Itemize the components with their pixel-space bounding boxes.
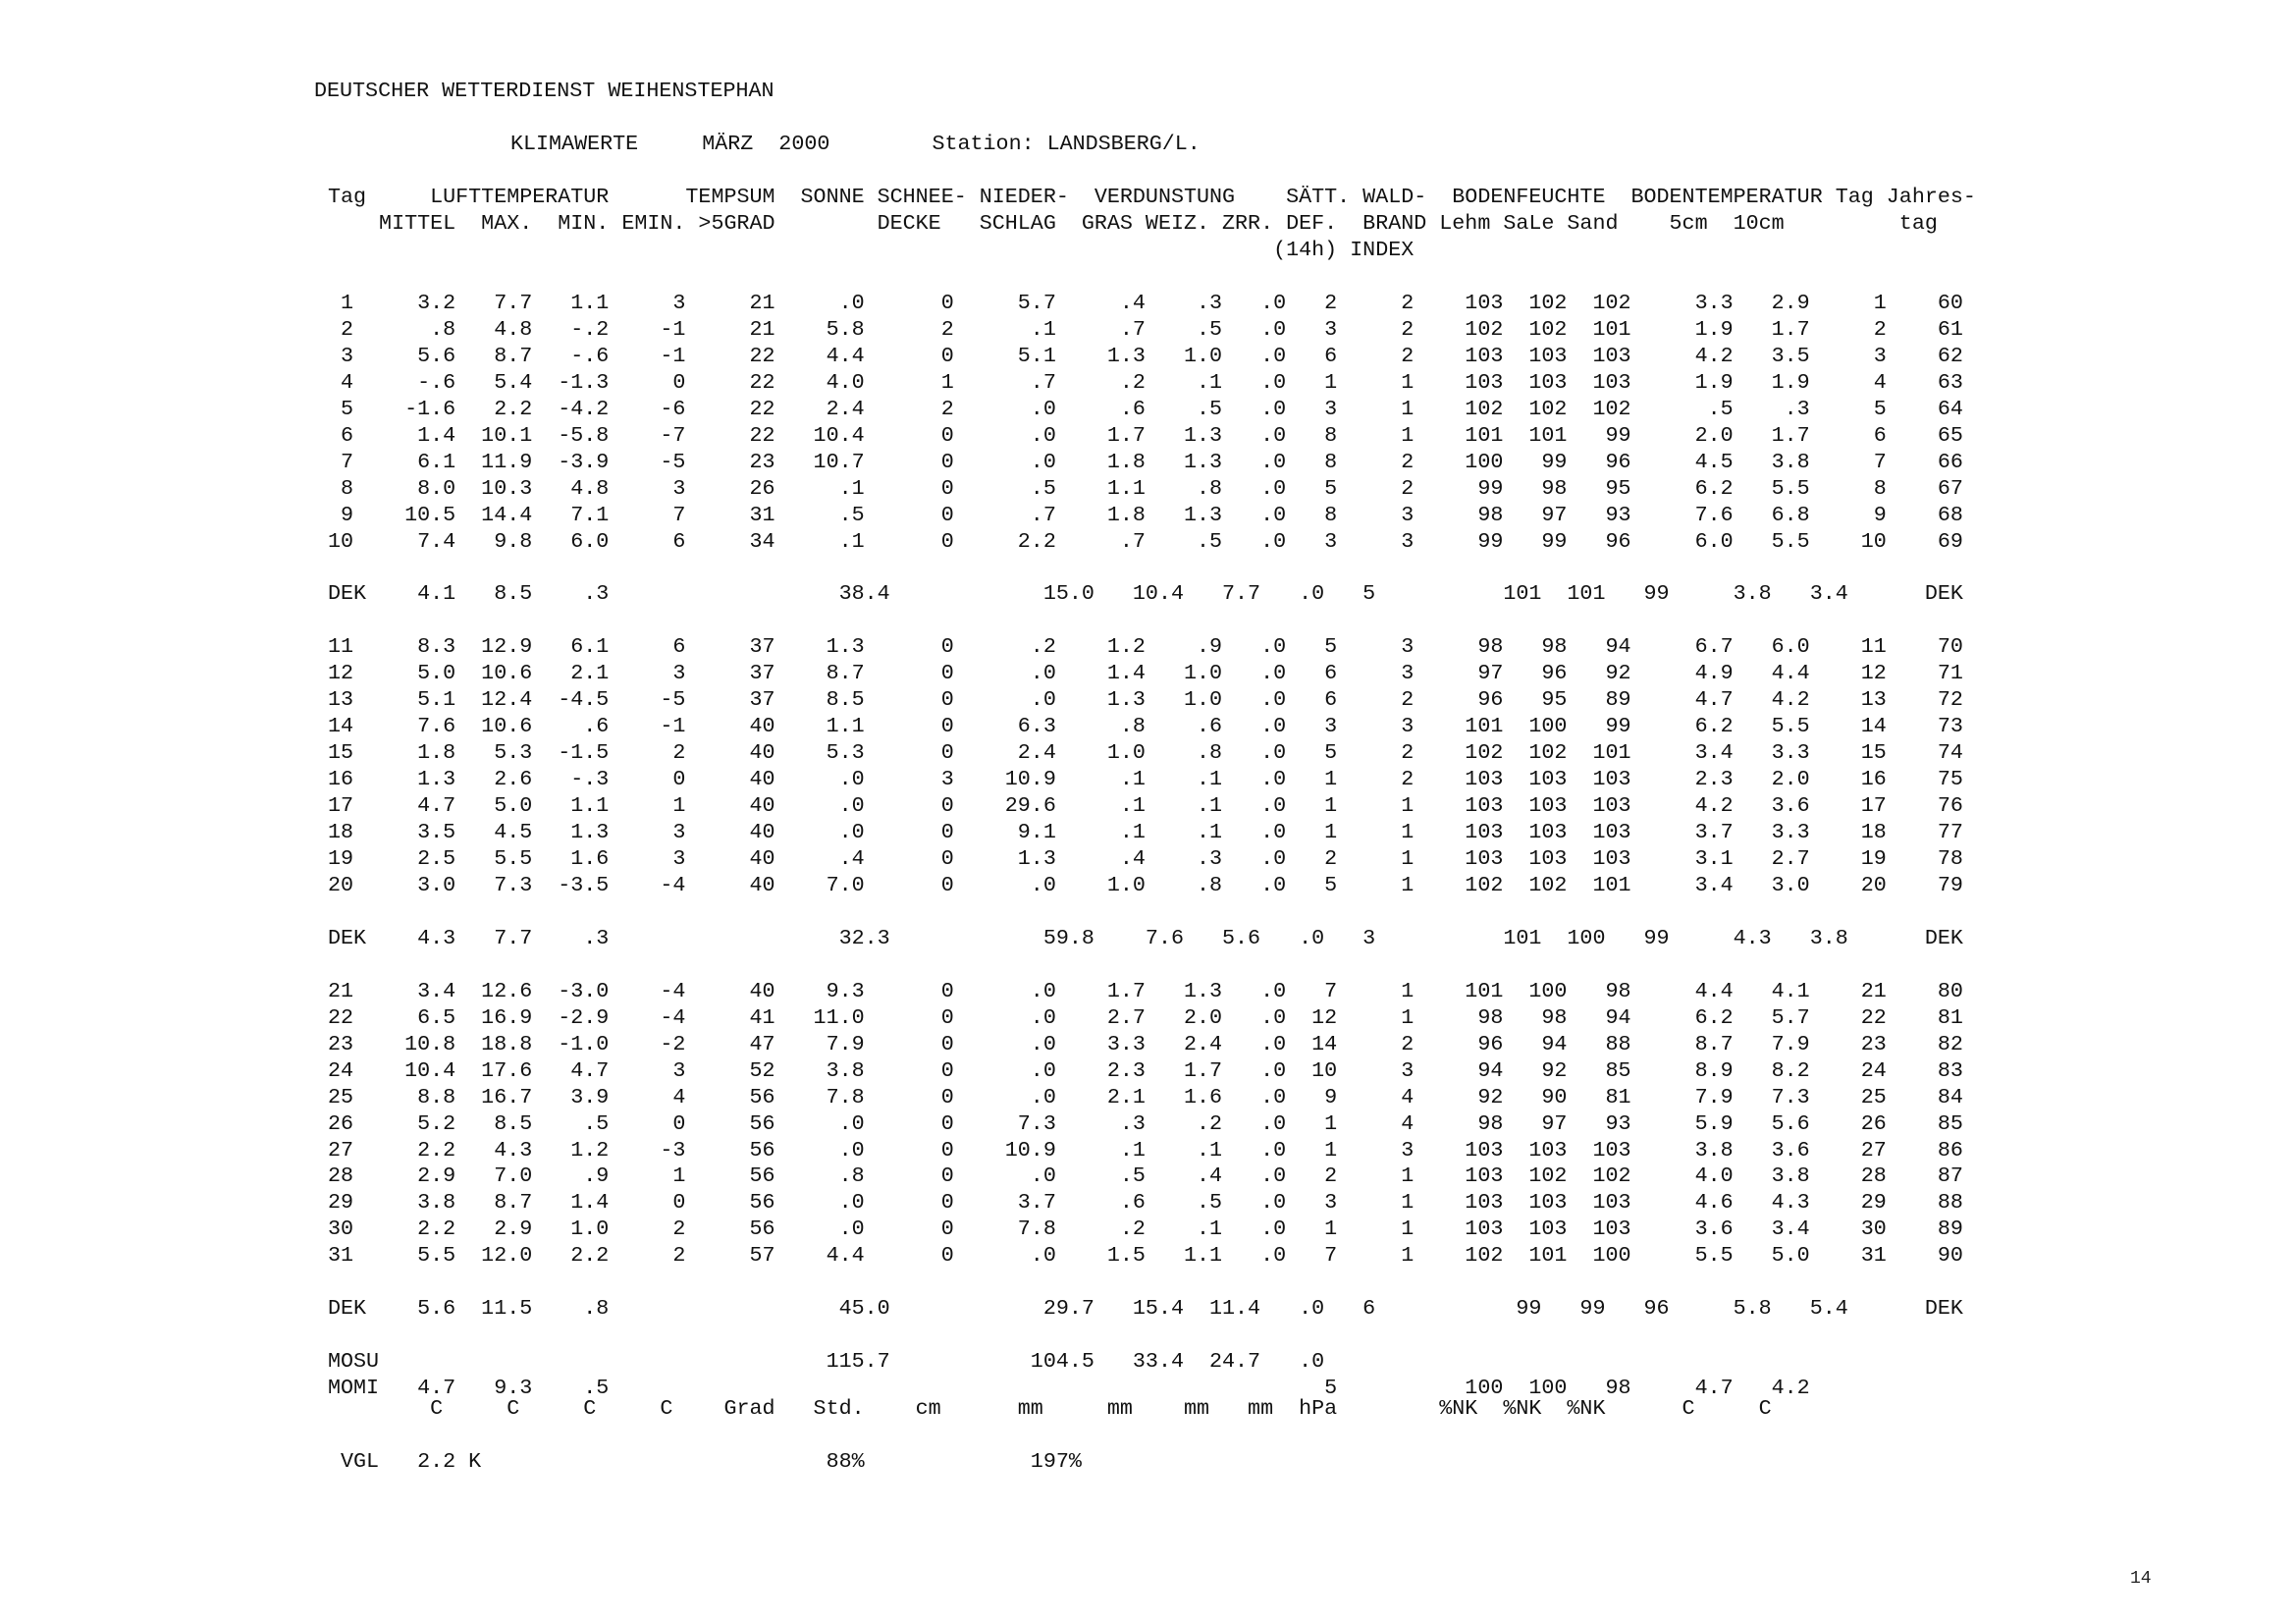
table-row-line: MOSU 115.7 104.5 33.4 24.7 .0	[328, 1349, 1325, 1375]
table-body	[328, 291, 1963, 1402]
table-row-line: 13 5.1 12.4 -4.5 -5 37 8.5 0 .0 1.3 1.0 .0 6 2 96 95 89 4.7 4.2 13 72	[328, 687, 1963, 713]
table-row-line: 30 2.2 2.9 1.0 2 56 .0 0 7.8 .2 .1 .0 1 1 103 103 103 3.6 3.4 30 89	[328, 1217, 1963, 1242]
table-row-line: MOMI 4.7 9.3 .5 5 100 100 98 4.7 4.2	[328, 1376, 1810, 1401]
table-row-line: 21 3.4 12.6 -3.0 -4 40 9.3 0 .0 1.7 1.3 .0 7 1 101 100 98 4.4 4.1 21 80	[328, 978, 1963, 1003]
table-row-line: 7 6.1 11.9 -3.9 -5 23 10.7 0 .0 1.8 1.3 .0 8 2 100 99 96 4.5 3.8 7 66	[341, 449, 1963, 474]
table-row-line: 9 10.5 14.4 7.1 7 31 .5 0 .7 1.8 1.3 .0 8 3 98 97 93 7.6 6.8 9 68	[341, 502, 1963, 527]
table-row-line: 26 5.2 8.5 .5 0 56 .0 0 7.3 .3 .2 .0 1 4 98 97 93 5.9 5.6 26 85	[328, 1110, 1963, 1136]
header-line: MITTEL MAX. MIN. EMIN. >5GRAD DECKE SCHLAG GRAS WEIZ. ZRR. DEF. BRAND Lehm SaLe Sand 5cm 10cm tag	[379, 210, 1938, 236]
table-row-line: 19 2.5 5.5 1.6 3 40 .4 0 1.3 .4 .3 .0 2 1 103 103 103 3.1 2.7 19 78	[328, 846, 1963, 872]
table-row-line: DEK 5.6 11.5 .8 45.0 29.7 15.4 11.4 .0 6 99 99 96 5.8 5.4 DEK	[328, 1296, 1963, 1322]
comparison-row: VGL 2.2 K 88% 197%	[328, 1449, 1082, 1474]
header-line: (14h) INDEX	[328, 237, 1415, 262]
table-row-line: 2 .8 4.8 -.2 -1 21 5.8 2 .1 .7 .5 .0 3 2 102 102 101 1.9 1.7 2 61	[341, 316, 1963, 342]
table-row-line: 8 8.0 10.3 4.8 3 26 .1 0 .5 1.1 .8 .0 5 2 99 98 95 6.2 5.5 8 67	[341, 475, 1963, 501]
table-row-line: 20 3.0 7.3 -3.5 -4 40 7.0 0 .0 1.0 .8 .0 5 1 102 102 101 3.4 3.0 20 79	[328, 872, 1963, 897]
table-row-line: 28 2.9 7.0 .9 1 56 .8 0 .0 .5 .4 .0 2 1 103 102 102 4.0 3.8 28 87	[328, 1163, 1963, 1189]
table-row-line: 31 5.5 12.0 2.2 2 57 4.4 0 .0 1.5 1.1 .0 7 1 102 101 100 5.5 5.0 31 90	[328, 1243, 1963, 1269]
table-header	[328, 185, 1976, 264]
table-row-line: 11 8.3 12.9 6.1 6 37 1.3 0 .2 1.2 .9 .0 5 3 98 98 94 6.7 6.0 11 70	[328, 634, 1963, 660]
table-row-line: 12 5.0 10.6 2.1 3 37 8.7 0 .0 1.4 1.0 .0 6 3 97 96 92 4.9 4.4 12 71	[328, 661, 1963, 686]
document-title: DEUTSCHER WETTERDIENST WEIHENSTEPHAN	[314, 79, 774, 103]
table-row-line: 17 4.7 5.0 1.1 1 40 .0 0 29.6 .1 .1 .0 1 1 103 103 103 4.2 3.6 17 76	[328, 793, 1963, 819]
table-row-line: 16 1.3 2.6 -.3 0 40 .0 3 10.9 .1 .1 .0 1 2 103 103 103 2.3 2.0 16 75	[328, 767, 1963, 792]
table-row-line: 5 -1.6 2.2 -4.2 -6 22 2.4 2 .0 .6 .5 .0 3 1 102 102 102 .5 .3 5 64	[341, 396, 1963, 421]
table-row-line: 1 3.2 7.7 1.1 3 21 .0 0 5.7 .4 .3 .0 2 2 103 102 102 3.3 2.9 1 60	[341, 291, 1963, 315]
table-row-line: 4 -.6 5.4 -1.3 0 22 4.0 1 .7 .2 .1 .0 1 1 103 103 103 1.9 1.9 4 63	[341, 369, 1963, 395]
table-row-line: DEK 4.1 8.5 .3 38.4 15.0 10.4 7.7 .0 5 101 101 99 3.8 3.4 DEK	[328, 581, 1963, 607]
table-row-line: 24 10.4 17.6 4.7 3 52 3.8 0 .0 2.3 1.7 .0 10 3 94 92 85 8.9 8.2 24 83	[328, 1057, 1963, 1083]
table-row-line: 15 1.8 5.3 -1.5 2 40 5.3 0 2.4 1.0 .8 .0 5 2 102 102 101 3.4 3.3 15 74	[328, 740, 1963, 766]
table-row-line: DEK 4.3 7.7 .3 32.3 59.8 7.6 5.6 .0 3 101 100 99 4.3 3.8 DEK	[328, 925, 1963, 950]
units-row: C C C C Grad Std. cm mm mm mm mm hPa %NK %NK %NK C C	[328, 1396, 1772, 1421]
table-row-line: 22 6.5 16.9 -2.9 -4 41 11.0 0 .0 2.7 2.0 .0 12 1 98 98 94 6.2 5.7 22 81	[328, 1004, 1963, 1030]
table-row-line: 23 10.8 18.8 -1.0 -2 47 7.9 0 .0 3.3 2.4 .0 14 2 96 94 88 8.7 7.9 23 82	[328, 1031, 1963, 1056]
table-row-line: 29 3.8 8.7 1.4 0 56 .0 0 3.7 .6 .5 .0 3 1 103 103 103 4.6 4.3 29 88	[328, 1190, 1963, 1216]
table-row-line: 10 7.4 9.8 6.0 6 34 .1 0 2.2 .7 .5 .0 3 3 99 99 96 6.0 5.5 10 69	[328, 528, 1963, 554]
document-subtitle: KLIMAWERTE MÄRZ 2000 Station: LANDSBERG/L.	[510, 132, 1201, 156]
page-number: 14	[2130, 1569, 2152, 1589]
header-line: Tag LUFTTEMPERATUR TEMPSUM SONNE SCHNEE- NIEDER- VERDUNSTUNG SÄTT. WALD- BODENFEUCHTE BODENTEMPERATUR Tag Jahres-	[328, 185, 1976, 209]
table-row-line: 27 2.2 4.3 1.2 -3 56 .0 0 10.9 .1 .1 .0 1 3 103 103 103 3.8 3.6 27 86	[328, 1137, 1963, 1163]
table-row-line: 18 3.5 4.5 1.3 3 40 .0 0 9.1 .1 .1 .0 1 1 103 103 103 3.7 3.3 18 77	[328, 820, 1963, 845]
table-row-line: 3 5.6 8.7 -.6 -1 22 4.4 0 5.1 1.3 1.0 .0 6 2 103 103 103 4.2 3.5 3 62	[341, 343, 1963, 368]
table-row-line: 14 7.6 10.6 .6 -1 40 1.1 0 6.3 .8 .6 .0 3 3 101 100 99 6.2 5.5 14 73	[328, 714, 1963, 739]
table-row-line: 25 8.8 16.7 3.9 4 56 7.8 0 .0 2.1 1.6 .0 9 4 92 90 81 7.9 7.3 25 84	[328, 1084, 1963, 1109]
table-row-line: 6 1.4 10.1 -5.8 -7 22 10.4 0 .0 1.7 1.3 .0 8 1 101 101 99 2.0 1.7 6 65	[341, 422, 1963, 448]
